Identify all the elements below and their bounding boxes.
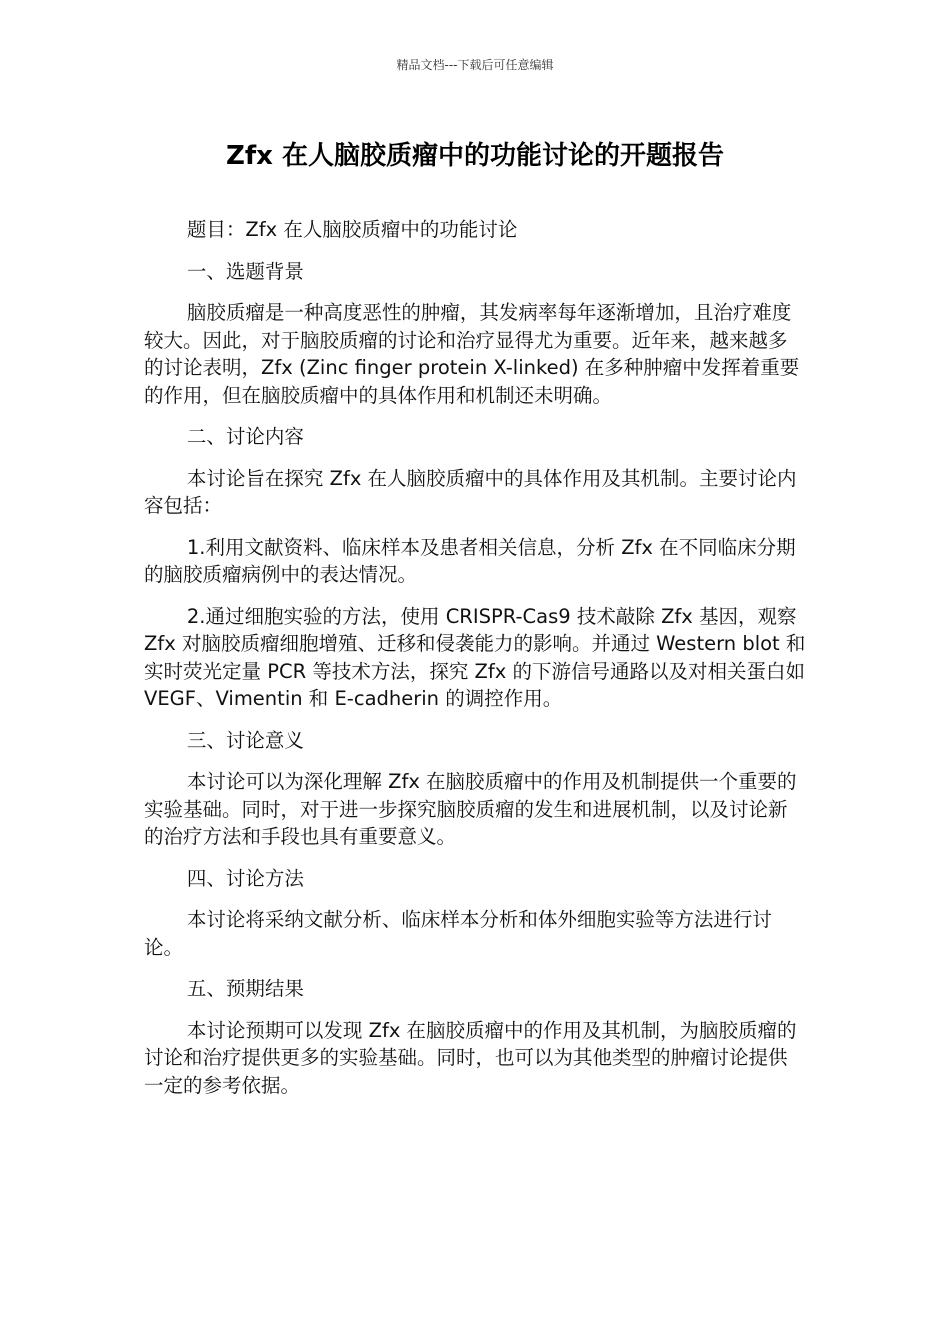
section-content [144,423,806,713]
section-paragraph: 本讨论预期可以发现 Zfx 在脑胶质瘤中的作用及其机制，为脑胶质瘤的讨论和治疗提供更多的实验基础。同时，也可以为其他类型的肿瘤讨论提供一定的参考依据。 [144,1018,797,1097]
section-paragraph: 本讨论将采纳文献分析、临床样本分析和体外细胞实验等方法进行讨论。 [144,908,772,959]
section-significance [144,727,806,851]
section-background [144,258,806,410]
document-body [144,216,806,1113]
topic-line: 题目：Zfx 在人脑胶质瘤中的功能讨论 [186,218,518,241]
section-heading: 五、预期结果 [186,977,304,1000]
section-methods [144,865,806,962]
section-paragraph: 1.利用文献资料、临床样本及患者相关信息，分析 Zfx 在不同临床分期的脑胶质瘤病例中的表达情况。 [144,535,796,586]
section-heading: 四、讨论方法 [186,866,304,890]
section-heading: 一、选题背景 [186,259,304,283]
section-paragraph: 本讨论旨在探究 Zfx 在人脑胶质瘤中的具体作用及其机制。主要讨论内容包括： [144,466,797,517]
section-expected-results [144,975,806,1099]
page-header: 精品文档---下载后可任意编辑 [396,58,554,72]
section-heading: 二、讨论内容 [186,425,304,448]
section-paragraph: 本讨论可以为深化理解 Zfx 在脑胶质瘤中的作用及机制提供一个重要的实验基础。同时，对于进一步探究脑胶质瘤的发生和进展机制，以及讨论新的治疗方法和手段也具有重要意义。 [144,770,797,848]
section-paragraph: 脑胶质瘤是一种高度恶性的肿瘤，其发病率每年逐渐增加，且治疗难度较大。因此，对于脑胶质瘤的讨论和治疗显得尤为重要。近年来，越来越多的讨论表明，Zfx (Zinc finger protein X-linked) 在多种肿瘤中发挥着重要的作用，但在脑胶质瘤中的具体作用和机制还未明确。 [144,301,800,407]
section-heading: 三、讨论意义 [186,728,304,752]
document-title: Zfx 在人脑胶质瘤中的功能讨论的开题报告 [226,141,724,171]
section-paragraph: 2.通过细胞实验的方法，使用 CRISPR-Cas9 技术敲除 Zfx 基因，观察 Zfx 对脑胶质瘤细胞增殖、迁移和侵袭能力的影响。并通过 Western blot 和实时荧光定量 PCR 等技术方法，探究 Zfx 的下游信号通路以及对相关蛋白如 VEGF、Vimentin 和 E-cadherin 的调控作用。 [144,604,806,710]
